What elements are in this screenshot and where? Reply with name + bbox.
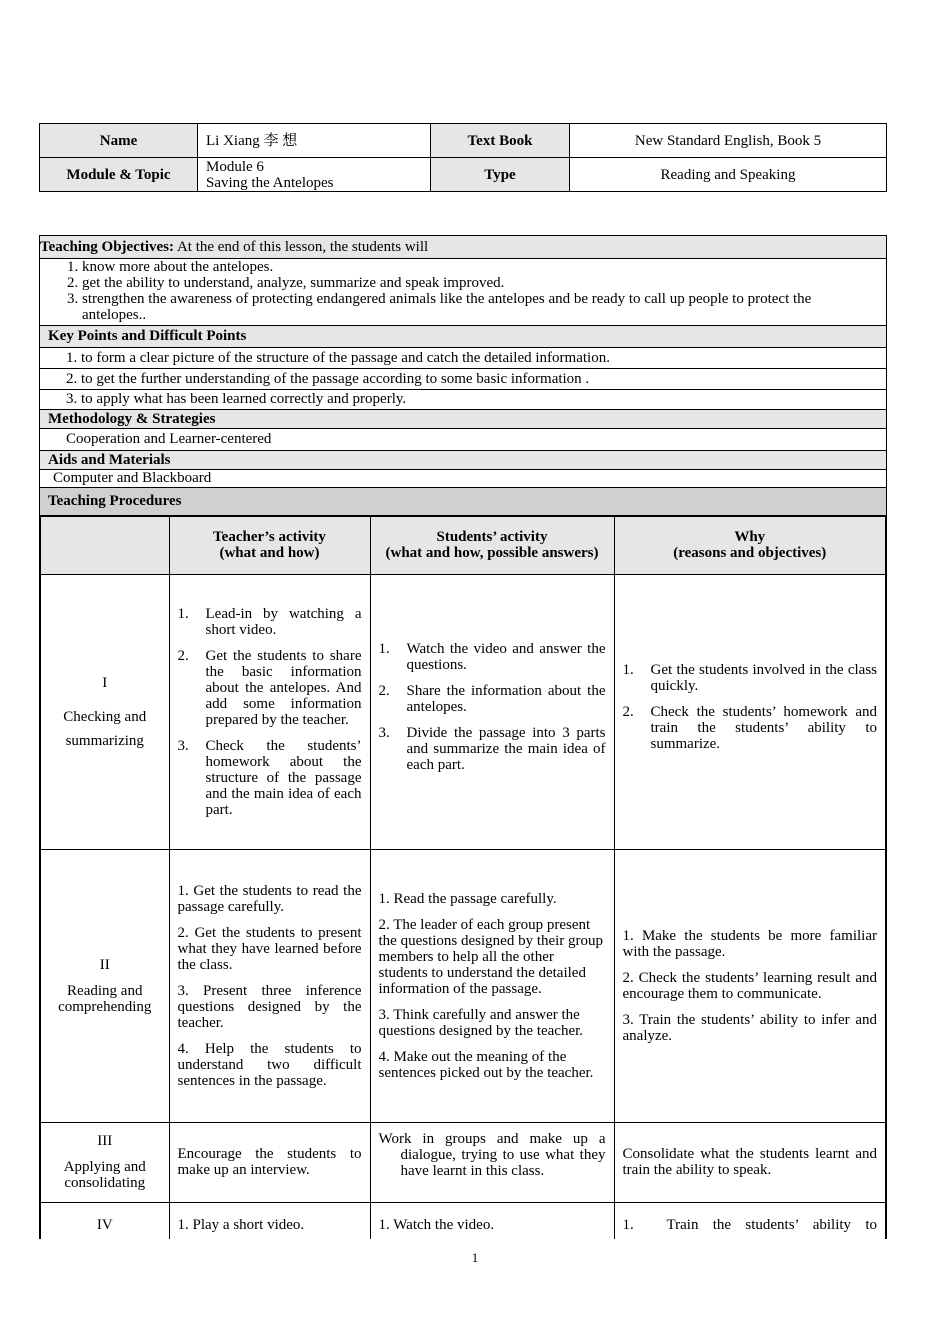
objective-item: 2. get the ability to understand, analyze, summarize and speak improved. [82, 275, 878, 291]
stage-row [40, 574, 886, 849]
objectives-title: Teaching Objectives: [40, 239, 175, 255]
module-topic: Saving the Antelopes [206, 174, 334, 191]
stage-label: II Reading and comprehending [40, 849, 169, 1122]
stage-label: I Checking and summarizing [40, 574, 169, 849]
students-activity: 1. Watch the video. [370, 1202, 614, 1239]
why-header: Why (reasons and objectives) [614, 516, 886, 574]
type-label: Type [431, 158, 570, 192]
students-activity: 1. Watch the video and answer the questions. 2. Share the information about the antelopes. 3. Divide the passage into 3 parts and summarize the main idea of each part. [370, 574, 614, 849]
stage-label: IV [40, 1202, 169, 1239]
why-reasons: 1. Make the students be more familiar with the passage. 2. Check the students’ learning result and encourage them to communicate. 3. Train the students’ ability to infer and analyze. [614, 849, 886, 1122]
stage-header [40, 516, 169, 574]
name-label: Name [40, 124, 198, 158]
methodology-value: Cooperation and Learner-centered [39, 429, 887, 451]
procedures-table [39, 515, 887, 1239]
teacher-activity: Encourage the students to make up an interview. [169, 1122, 370, 1202]
stage-row [40, 849, 886, 1122]
objective-item: 1. know more about the antelopes. [82, 259, 878, 275]
aids-value: Computer and Blackboard [39, 470, 887, 488]
students-activity: 1. Read the passage carefully. 2. The leader of each group present the questions designed by their group members to help all the other students to understand the detailed information of the passage. 3. Think carefully and answer the questions designed by the teacher. 4. Make out the meaning of the sentences picked out by the teacher. [370, 849, 614, 1122]
module-number: Module 6 [206, 158, 264, 175]
page-number: 1 [471, 1250, 479, 1265]
objective-item: 3. strengthen the awareness of protecting endangered animals like the antelopes and be ready to call up people to protect the antelopes.. [82, 291, 878, 323]
methodology-heading: Methodology & Strategies [39, 410, 887, 429]
procedures-heading: Teaching Procedures [39, 488, 887, 515]
key-point-item: 1. to form a clear picture of the structure of the passage and catch the detailed information. [39, 348, 887, 369]
teacher-activity-header: Teacher’s activity (what and how) [169, 516, 370, 574]
teacher-activity: 1. Lead-in by watching a short video. 2. Get the students to share the basic information about the antelopes. And add some information prepared by the teacher. 3. Check the students’ homework about the structure of the passage and the main idea of each part. [169, 574, 370, 849]
stage-label: III Applying and consolidating [40, 1122, 169, 1202]
teacher-activity: 1. Get the students to read the passage carefully. 2. Get the students to present what they have learned before the class. 3. Present three inference questions designed by the teacher. 4. Help the students to understand two difficult sentences in the passage. [169, 849, 370, 1122]
stage-row [40, 1122, 886, 1202]
key-point-item: 2. to get the further understanding of the passage according to some basic information . [39, 369, 887, 390]
why-reasons: 1. Train the students’ ability to [614, 1202, 886, 1239]
type-value: Reading and Speaking [570, 158, 887, 192]
name-value: Li Xiang 李 想 [198, 124, 431, 158]
objectives-intro: At the end of this lesson, the students will [174, 239, 429, 255]
stage-row [40, 1202, 886, 1239]
why-reasons: 1. Get the students involved in the class quickly. 2. Check the students’ homework and train the students’ ability to summarize. [614, 574, 886, 849]
key-point-item: 3. to apply what has been learned correctly and properly. [39, 390, 887, 410]
why-reasons: Consolidate what the students learnt and train the ability to speak. [614, 1122, 886, 1202]
textbook-value: New Standard English, Book 5 [570, 124, 887, 158]
students-activity-header: Students’ activity (what and how, possible answers) [370, 516, 614, 574]
key-points-heading: Key Points and Difficult Points [39, 326, 887, 348]
module-label: Module & Topic [40, 158, 198, 192]
textbook-label: Text Book [431, 124, 570, 158]
students-activity: Work in groups and make up a dialogue, trying to use what they have learnt in this class. [370, 1122, 614, 1202]
teacher-activity: 1. Play a short video. [169, 1202, 370, 1239]
aids-heading: Aids and Materials [39, 451, 887, 470]
